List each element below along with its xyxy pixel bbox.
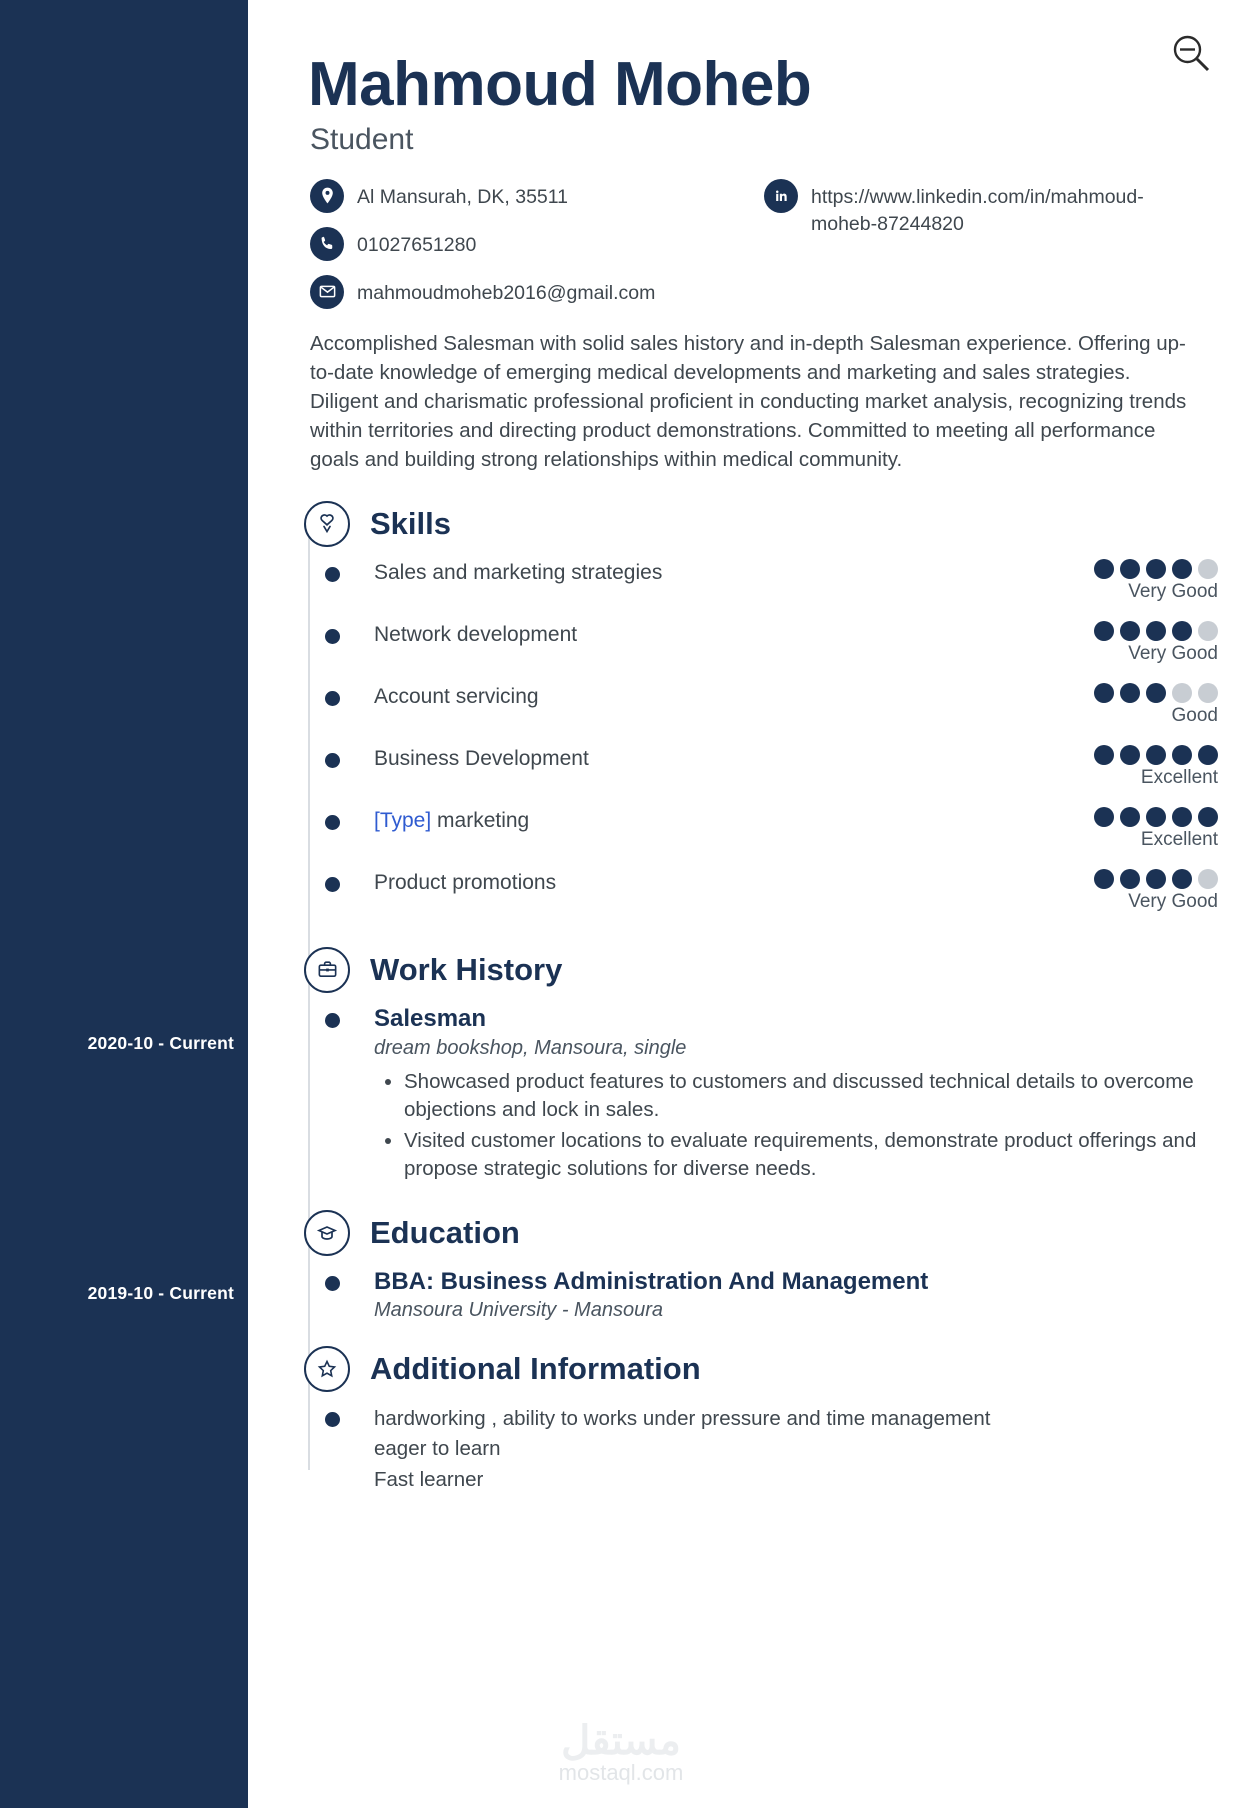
sidebar-date-work: 2020-10 - Current [87, 1033, 234, 1053]
list-item [310, 1404, 1218, 1496]
page-title: Mahmoud Moheb [308, 50, 812, 119]
rating-dots [1083, 745, 1218, 765]
rating-dots [1083, 807, 1218, 827]
sidebar-date-education: 2019-10 - Current [87, 1283, 234, 1303]
section-header-education [304, 1210, 1218, 1256]
professional-summary: Accomplished Salesman with solid sales history and in-depth Salesman experience. Offering up-to-date knowledge of emerging medical developments and marketing and sales strategies. Diligent and charismatic professional proficient in conducting market analysis, recognizing trends within territories and directing product demonstrations. Committed to meeting all performance goals and building strong relationships within medical community. [310, 331, 1187, 472]
additional-information-list [310, 1404, 1218, 1496]
contact-column-left [310, 179, 764, 323]
envelope-icon [310, 275, 344, 309]
star-icon [304, 1346, 350, 1392]
job-bullets [374, 1068, 1218, 1184]
rating-label: Good [1171, 704, 1218, 726]
type-placeholder[interactable]: [Type] [374, 808, 432, 832]
rating-dots [1083, 621, 1218, 641]
zoom-out-icon[interactable] [1170, 32, 1212, 74]
timeline-bullet [325, 1412, 340, 1427]
rating-label: Very Good [1128, 890, 1218, 912]
rating-label: Very Good [1128, 580, 1218, 602]
job-role: Student [310, 122, 414, 156]
skill-rating [1083, 621, 1218, 665]
rating-label: Very Good [1128, 642, 1218, 664]
skills-list [310, 559, 1218, 917]
skill-name [374, 807, 1083, 833]
section-title-additional-information: Additional Information [370, 1350, 701, 1386]
list-item [310, 807, 1218, 855]
timeline-bullet [325, 1276, 340, 1291]
section-header-skills [304, 501, 1218, 547]
resume-content [248, 0, 1242, 1808]
linkedin-icon [764, 179, 798, 213]
skill-name: Sales and marketing strategies [374, 560, 663, 584]
list-item [310, 621, 1218, 669]
job-title: Salesman [374, 1004, 487, 1032]
watermark-latin: mostaql.com [558, 1760, 684, 1785]
skill-name: Product promotions [374, 870, 557, 894]
section-title-work-history: Work History [370, 951, 563, 987]
timeline-bullet [325, 691, 340, 706]
skill-name: Account servicing [374, 684, 539, 708]
job-company: dream bookshop, Mansoura, single [374, 1036, 687, 1059]
section-title-skills: Skills [370, 505, 451, 541]
list-item [310, 683, 1218, 731]
watermark [559, 1718, 684, 1786]
list-item [310, 745, 1218, 793]
rating-label: Excellent [1140, 766, 1218, 788]
contact-phone [310, 227, 764, 261]
rating-label: Excellent [1140, 828, 1218, 850]
phone-icon [310, 227, 344, 261]
education-degree: BBA: Business Administration And Management [374, 1267, 929, 1295]
timeline-bullet [325, 815, 340, 830]
section-header-additional-information [304, 1346, 1218, 1392]
skill-rating [1083, 807, 1218, 851]
rating-dots [1083, 559, 1218, 579]
additional-line: Fast learner [374, 1468, 484, 1492]
contact-phone-text: 01027651280 [357, 233, 477, 256]
skills-badge-icon [304, 501, 350, 547]
timeline-line [308, 520, 310, 1470]
timeline-bullet [325, 567, 340, 582]
contact-location [310, 179, 764, 213]
contact-email [310, 275, 764, 309]
timeline-bullet [325, 629, 340, 644]
section-skills [272, 501, 1218, 917]
job-bullet: • Visited customer locations to evaluate requirements, demonstrate product offerings and propose strategic solutions for diverse needs. [404, 1127, 1218, 1184]
timeline-bullet [325, 877, 340, 892]
skill-rating [1083, 869, 1218, 913]
sidebar [0, 0, 248, 1808]
list-item [310, 1268, 1218, 1322]
contact-email-text[interactable]: mahmoudmoheb2016@gmail.com [357, 281, 656, 304]
watermark-arabic: مستقل [561, 1719, 681, 1763]
contact-location-text: Al Mansurah, DK, 35511 [357, 185, 569, 208]
skill-rating [1083, 559, 1218, 603]
list-item [310, 559, 1218, 607]
section-additional-information [272, 1346, 1218, 1496]
graduation-cap-icon [304, 1210, 350, 1256]
timeline-bullet [325, 753, 340, 768]
job-bullet: • Showcased product features to customers and discussed technical details to overcome objections and lock in sales. [404, 1068, 1218, 1125]
additional-line: eager to learn [374, 1437, 501, 1461]
list-item [310, 1005, 1218, 1184]
skill-name-rest: marketing [431, 808, 530, 832]
skill-rating [1083, 745, 1218, 789]
timeline-bullet [325, 1013, 340, 1028]
additional-line: hardworking , ability to works under pressure and time management [374, 1406, 991, 1430]
rating-dots [1083, 683, 1218, 703]
briefcase-icon [304, 947, 350, 993]
education-list [310, 1268, 1218, 1322]
contact-block [272, 179, 1218, 323]
list-item [310, 869, 1218, 917]
section-work-history [272, 947, 1218, 1184]
location-pin-icon [310, 179, 344, 213]
skill-name: Network development [374, 622, 578, 646]
skill-name: Business Development [374, 746, 589, 770]
contact-linkedin-text[interactable]: https://www.linkedin.com/in/mahmoud-moheb-87244820 [811, 185, 1144, 236]
contact-column-right [764, 179, 1218, 323]
education-school: Mansoura University - Mansoura [374, 1298, 663, 1321]
work-history-list [310, 1005, 1218, 1184]
section-title-education: Education [370, 1214, 520, 1250]
rating-dots [1083, 869, 1218, 889]
section-header-work-history [304, 947, 1218, 993]
skill-rating [1083, 683, 1218, 727]
section-education [272, 1210, 1218, 1322]
contact-linkedin [764, 179, 1218, 239]
